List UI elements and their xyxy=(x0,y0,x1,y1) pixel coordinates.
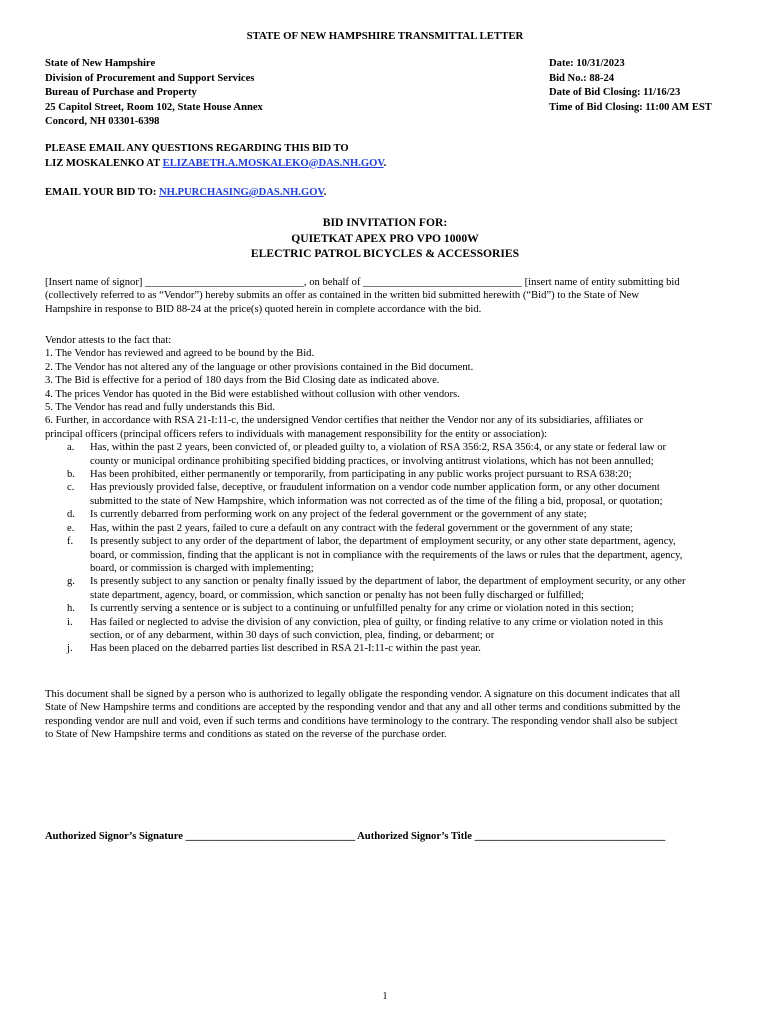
heading-line: ELECTRIC PATROL BICYCLES & ACCESSORIES xyxy=(250,247,520,260)
sub-item-letter: f. xyxy=(67,536,74,548)
heading-line: QUIETKAT APEX PRO VPO 1000W xyxy=(291,231,479,245)
sub-item-line: state department, agency, board, or commission, which sanction or penalty has not been fully discharged or fulfilled; xyxy=(90,589,584,601)
attest-item: principal officers (principal officers refers to individuals with management responsibility for the entity or association): xyxy=(45,428,548,440)
bid-number: Bid No.: 88-24 xyxy=(549,72,615,84)
title-field[interactable]: ____________________________________ xyxy=(474,831,666,842)
bid-date: Date: 10/31/2023 xyxy=(549,58,625,69)
sub-item-letter: a. xyxy=(67,442,75,454)
intro-line: Hampshire in response to BID 88-24 at the price(s) quoted herein in complete accordance with the bid. xyxy=(45,303,482,315)
closing-paragraph xyxy=(45,688,735,742)
sub-item-letter: h. xyxy=(67,603,75,615)
submission-email xyxy=(45,186,735,199)
sub-item-line: Has failed or neglected to advise the division of any conviction, plea of guilty, or finding relative to any crime or violation noted in this xyxy=(90,616,663,628)
bid-invitation-heading xyxy=(0,215,770,262)
closing-line: to State of New Hampshire terms and conditions as stated on the reverse of the purchase order. xyxy=(45,729,447,741)
attest-item: 2. The Vendor has not altered any of the language or other provisions contained in the Bid document. xyxy=(45,361,474,373)
sub-item-letter: e. xyxy=(67,522,75,534)
sub-item-letter: i. xyxy=(67,616,73,628)
signature-row xyxy=(45,830,735,843)
submission-email-link[interactable]: NH.PURCHASING@DAS.NH.GOV xyxy=(159,187,324,198)
email-suffix: . xyxy=(323,187,327,198)
address-line: Division of Procurement and Support Services xyxy=(45,72,255,84)
address-line: 25 Capitol Street, Room 102, State House Annex xyxy=(45,101,263,113)
sub-item-line: Is presently subject to any order of the department of labor, the department of employment security, or any other state department, agency, xyxy=(90,536,676,548)
intro-line: [Insert name of signor] ______________________________, on behalf of ______________________________ [insert name of entity submitting bid xyxy=(45,277,680,288)
sub-item-a xyxy=(45,441,735,468)
sub-item-letter: b. xyxy=(67,469,75,481)
address-line: Bureau of Purchase and Property xyxy=(45,87,197,98)
contact-email-link[interactable]: ELIZABETH.A.MOSKALEKO@DAS.NH.GOV xyxy=(162,157,384,169)
attest-item: 5. The Vendor has read and fully understands this Bid. xyxy=(45,402,275,414)
attest-item: 1. The Vendor has reviewed and agreed to be bound by the Bid. xyxy=(45,348,315,360)
sub-item-line: Has, within the past 2 years, failed to cure a default on any contract with the federal government or the government of any state; xyxy=(90,522,633,534)
email-prefix: EMAIL YOUR BID TO: xyxy=(45,187,160,198)
attest-item: 3. The Bid is effective for a period of 180 days from the Bid Closing date as indicated above. xyxy=(45,375,440,387)
sub-item-g xyxy=(45,575,735,602)
closing-line: This document shall be signed by a person who is authorized to legally obligate the responding vendor. A signature on this document indicates that all xyxy=(45,689,681,700)
sub-item-c xyxy=(45,481,735,508)
sub-item-line: Has been placed on the debarred parties list described in RSA 21-I:11-c within the past year. xyxy=(90,643,481,655)
sub-item-line: Has, within the past 2 years, been convicted of, or pleaded guilty to, a violation of RSA 356:2, RSA 356:4, or any state or federal law or xyxy=(90,442,667,454)
sub-item-line: Is currently serving a sentence or is subject to a continuing or unfulfilled penalty for any crime or violation noted in this section; xyxy=(90,603,634,615)
sub-item-j xyxy=(45,642,735,655)
sub-item-letter: c. xyxy=(67,482,75,494)
sub-item-h xyxy=(45,602,735,615)
signature-label: Authorized Signor’s Signature xyxy=(45,831,183,842)
closing-line: responding vendor are null and void, even if such terms and conditions have terminology to the contrary. The responding vendor shall also be subject xyxy=(45,715,678,727)
intro-line: (collectively referred to as “Vendor”) hereby submits an offer as contained in the written bid submitted herewith (“Bid”) to the State of New xyxy=(45,290,640,302)
agency-address-block xyxy=(45,57,405,130)
bid-closing-time: Time of Bid Closing: 11:00 AM EST xyxy=(549,101,712,113)
bid-info-block xyxy=(549,57,759,115)
sub-item-line: Has been prohibited, either permanently or temporarily, from participating in any public works project pursuant to RSA 638:20; xyxy=(90,469,632,481)
sub-item-i xyxy=(45,616,735,643)
sub-item-line: board, or commission is charged with implementing; xyxy=(90,562,314,574)
closing-line: State of New Hampshire terms and conditions are accepted by the responding vendor and that any and all other terms and conditions submitted by the xyxy=(45,702,681,714)
contact-line: PLEASE EMAIL ANY QUESTIONS REGARDING THIS BID TO xyxy=(45,143,349,154)
sub-item-line: Is presently subject to any sanction or penalty finally issued by the department of labor, the department of employment security, or any other xyxy=(90,576,686,588)
sub-item-letter: d. xyxy=(67,509,75,521)
vendor-attestations xyxy=(45,334,735,656)
contact-suffix: . xyxy=(383,157,387,169)
sub-item-e xyxy=(45,522,735,535)
contact-line-2 xyxy=(45,157,735,172)
page-number: 1 xyxy=(382,991,388,1002)
address-line: State of New Hampshire xyxy=(45,58,156,69)
address-line: Concord, NH 03301-6398 xyxy=(45,116,160,127)
sub-item-d xyxy=(45,508,735,521)
sub-item-b xyxy=(45,468,735,481)
heading-line: BID INVITATION FOR: xyxy=(322,216,448,229)
document-title: STATE OF NEW HAMPSHIRE TRANSMITTAL LETTER xyxy=(246,30,524,42)
sub-item-line: Is currently debarred from performing work on any project of the federal government or the government of any state; xyxy=(90,509,587,521)
signature-field[interactable]: ________________________________ xyxy=(185,831,356,842)
attest-item: 4. The prices Vendor has quoted in the Bid were established without collusion with other vendors. xyxy=(45,388,460,400)
sub-item-letter: j. xyxy=(67,643,73,655)
bid-closing-date: Date of Bid Closing: 11/16/23 xyxy=(549,87,681,98)
attests-lead: Vendor attests to the fact that: xyxy=(45,335,172,346)
sub-item-letter: g. xyxy=(67,576,75,588)
sub-item-f xyxy=(45,535,735,575)
sub-item-line: submitted to the state of New Hampshire, which information was not corrected as of the time of the filing a bid, proposal, or quotation; xyxy=(90,495,663,507)
sub-item-line: Has previously provided false, deceptive, or fraudulent information on a vendor code number application form, or any other document xyxy=(90,482,660,494)
sub-item-line: section, or of any debarment, within 30 days of such conviction, plea, finding, or debarment; or xyxy=(90,629,495,641)
contact-prefix: LIZ MOSKALENKO AT xyxy=(45,157,163,169)
sub-item-line: county or municipal ordinance prohibiting specified bidding practices, or involving antitrust violations, which has not been annulled; xyxy=(90,455,654,467)
attest-item: 6. Further, in accordance with RSA 21-I:11-c, the undersigned Vendor certifies that neither the Vendor nor any of its subsidiaries, affiliates or xyxy=(45,415,643,427)
title-label: Authorized Signor’s Title xyxy=(357,831,472,842)
sub-item-line: board, or commission, finding that the applicant is not in compliance with the requirements of the laws or rules that the department, agency, xyxy=(90,549,683,561)
intro-paragraph xyxy=(45,276,735,316)
contact-instructions xyxy=(45,142,735,171)
